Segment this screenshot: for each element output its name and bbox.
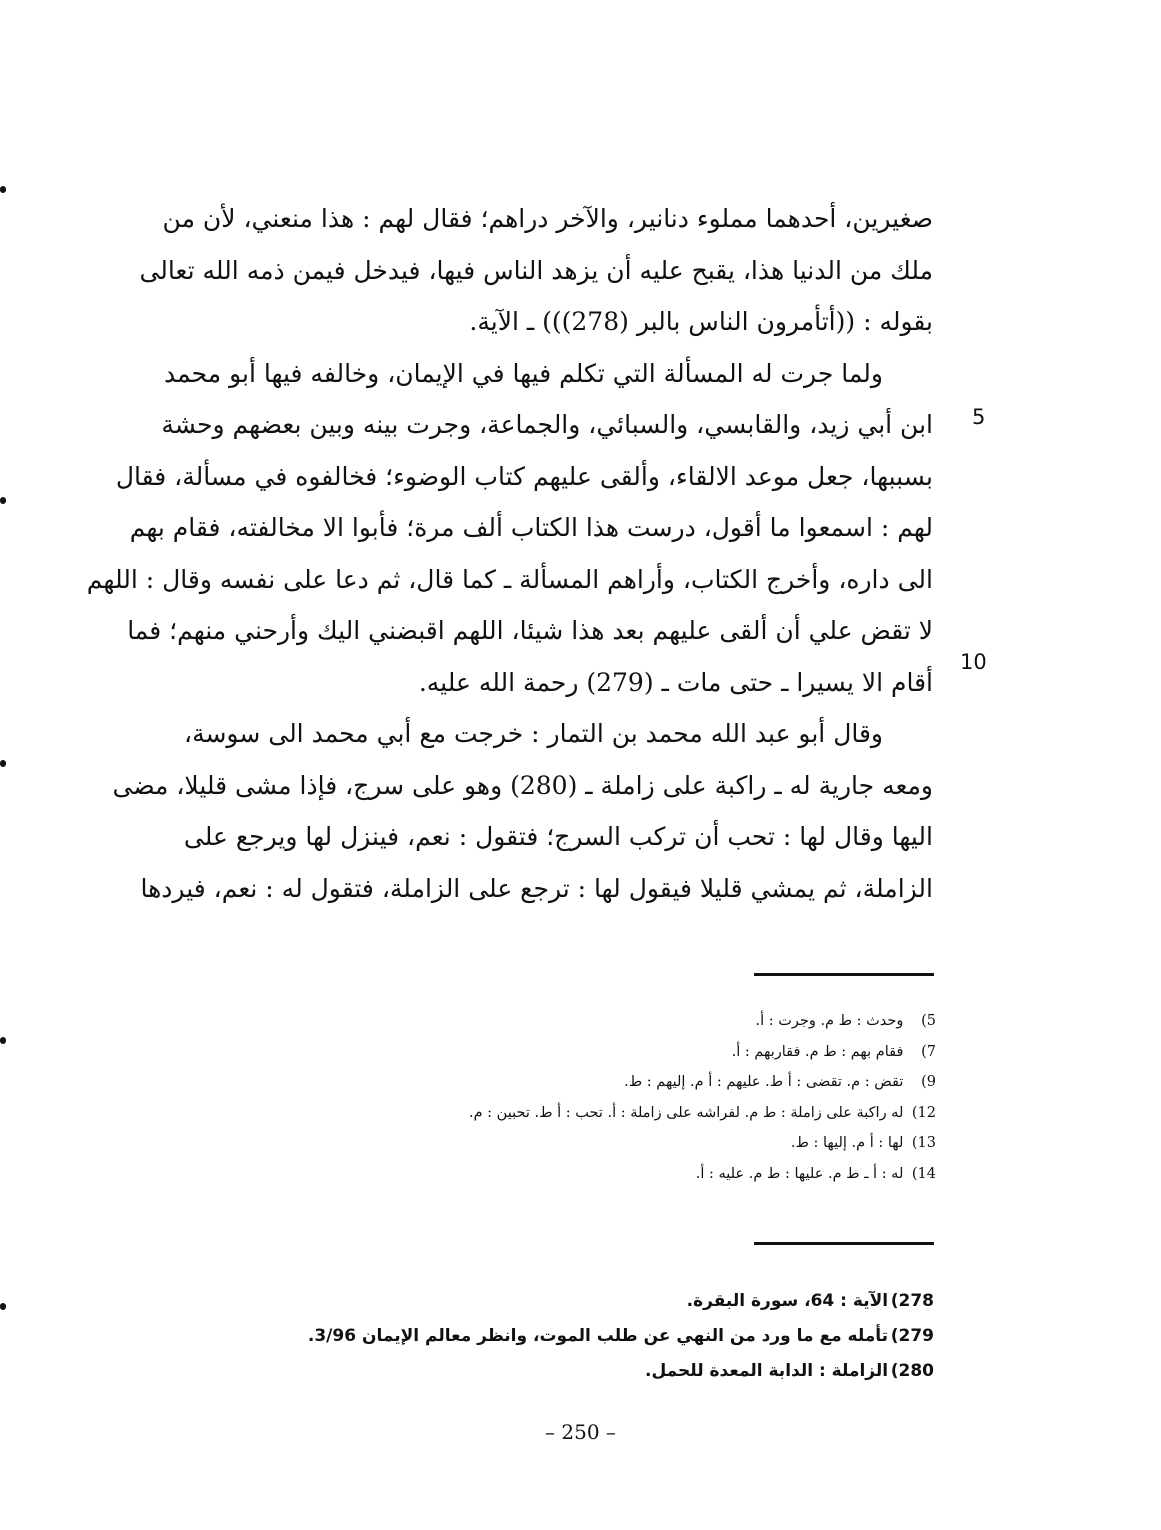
footnote-text: الآية : 64، سورة البقرة.	[686, 1291, 889, 1311]
footnote-separator	[754, 973, 934, 976]
variant-number: 12)	[911, 1104, 936, 1121]
text-line: وقال أبو عبد الله محمد بن التمار : خرجت مع أبي محمد الى سوسة،	[184, 719, 883, 748]
text-line: ابن أبي زيد، والقابسي، والسبائي، والجماعة، وجرت بينه وبين بعضهم وحشة	[161, 410, 933, 439]
margin-mark	[0, 1037, 6, 1044]
footnote-text: الزاملة : الدابة المعدة للحمل.	[645, 1361, 889, 1381]
variant-number: 7)	[921, 1043, 936, 1060]
text-line: بقوله : ((أتأمرون الناس بالبر (278))) ـ الآية.	[469, 307, 933, 336]
line-number: 5	[972, 405, 986, 429]
text-line: بسببها، جعل موعد الالقاء، وألقى عليهم كتاب الوضوء؛ فخالفوه في مسألة، فقال	[115, 461, 933, 491]
margin-mark	[0, 186, 6, 193]
variant-text: فقام بهم : ط م. فقاربهم : أ.	[731, 1043, 904, 1060]
footnote-separator	[754, 1242, 934, 1245]
variant-entry	[400, 1128, 936, 1159]
variant-text: وحدث : ط م. وجرت : أ.	[755, 1013, 904, 1029]
footnote-text: تأمله مع ما ورد من النهي عن طلب الموت، وانظر معالم الإيمان 3/96.	[307, 1326, 889, 1346]
margin-mark	[0, 760, 6, 767]
textual-variants	[400, 1006, 936, 1189]
variant-number: 9)	[921, 1074, 936, 1090]
footnote-entry	[290, 1319, 934, 1354]
variant-text: له راكبة على زاملة : ط م. لفراشه على زاملة : أ. تحب : أ ط. تحبين : م.	[468, 1104, 904, 1121]
variant-entry	[400, 1067, 936, 1098]
variant-entry	[400, 1159, 936, 1190]
text-line: صغيرين، أحدهما مملوء دنانير، والآخر دراهم؛ فقال لهم : هذا منعني، لأن من	[162, 204, 933, 233]
variant-entry	[400, 1037, 936, 1068]
main-text-block	[86, 193, 933, 914]
footnote-entry	[290, 1284, 934, 1319]
line-number: 10	[960, 650, 987, 674]
footnote-entry	[290, 1354, 934, 1389]
variant-entry	[400, 1006, 936, 1037]
variant-number: 13)	[911, 1135, 936, 1151]
variant-entry	[400, 1098, 936, 1129]
text-line: ومعه جارية له ـ راكبة على زاملة ـ (280) وهو على سرج، فإذا مشى قليلا، مضى	[112, 770, 933, 800]
text-line: اليها وقال لها : تحب أن تركب السرج؛ فتقول : نعم، فينزل لها ويرجع على	[183, 822, 933, 851]
margin-mark	[0, 1303, 6, 1310]
text-line: لهم : اسمعوا ما أقول، درست هذا الكتاب ألف مرة؛ فأبوا الا مخالفته، فقام بهم	[129, 513, 933, 542]
text-line: ولما جرت له المسألة التي تكلم فيها في الإيمان، وخالفه فيها أبو محمد	[164, 358, 883, 388]
variant-number: 14)	[911, 1165, 936, 1182]
text-line: أقام الا يسيرا ـ حتى مات ـ (279) رحمة الله عليه.	[418, 667, 933, 697]
text-line: ملك من الدنيا هذا، يقبح عليه أن يزهد الناس فيها، فيدخل فيمن ذمه الله تعالى	[139, 255, 933, 285]
page-number: – 250 –	[545, 1420, 616, 1444]
footnote-number: 278)	[890, 1291, 934, 1311]
text-line: الزاملة، ثم يمشي قليلا فيقول لها : ترجع على الزاملة، فتقول له : نعم، فيردها	[140, 873, 933, 903]
variant-number: 5)	[921, 1013, 936, 1029]
variant-text: تقض : م. تقضى : أ ط. عليهم : أ م. إليهم : ط.	[624, 1074, 904, 1090]
variant-text: لها : أ م. إليها : ط.	[790, 1135, 904, 1151]
variant-text: له : أ ـ ط م. عليها : ط م. عليه : أ.	[695, 1165, 904, 1182]
text-line: الى داره، وأخرج الكتاب، وأراهم المسألة ـ كما قال، ثم دعا على نفسه وقال : اللهم	[86, 564, 933, 594]
footnote-number: 279)	[890, 1326, 934, 1346]
text-line: لا تقض علي أن ألقى عليهم بعد هذا شيئا، اللهم اقبضني اليك وأرحني منهم؛ فما	[127, 616, 933, 645]
footnotes	[290, 1284, 934, 1389]
margin-mark	[0, 497, 6, 504]
footnote-number: 280)	[890, 1361, 934, 1381]
